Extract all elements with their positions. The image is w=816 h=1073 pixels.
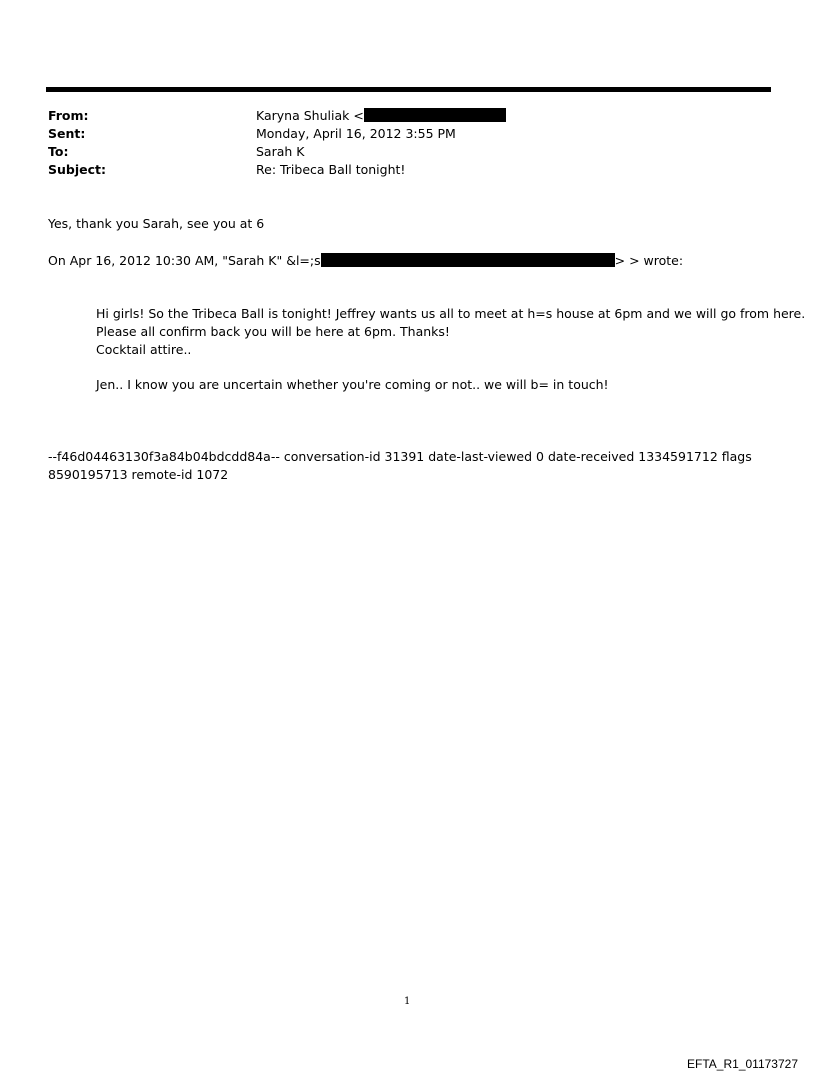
quoted-line: Cocktail attire.. [96,342,192,357]
metadata-line: --f46d04463130f3a84b04bdcdd84a-- conversation-id 31391 date-last-viewed 0 date-received 1334591712 flags [48,449,752,464]
quoted-line: Jen.. I know you are uncertain whether you're coming or not.. we will b= in touch! [96,377,609,392]
from-value [256,107,506,125]
quoted-line: Hi girls! So the Tribeca Ball is tonight! Jeffrey wants us all to meet at h=s house at 6pm and we will go from here. [96,306,806,321]
subject-value: Re: Tribeca Ball tonight! [256,162,406,177]
from-label: From: [48,108,89,123]
page-number: 1 [404,996,411,1007]
bates-number: EFTA_R1_01173727 [687,1057,798,1071]
quote-intro-start: On Apr 16, 2012 10:30 AM, "Sarah K" &l=;s [48,253,321,268]
redaction-box [321,253,615,267]
quoted-line: Please all confirm back you will be here at 6pm. Thanks! [96,324,450,339]
to-value: Sarah K [256,144,305,159]
metadata-line: 8590195713 remote-id 1072 [48,467,229,482]
sent-label: Sent: [48,126,86,141]
header-rule [46,87,771,92]
from-name: Karyna Shuliak < [256,108,364,123]
redaction-box [364,108,506,122]
quote-intro [48,252,683,270]
subject-label: Subject: [48,162,106,177]
to-label: To: [48,144,69,159]
quote-intro-end: > > wrote: [614,253,684,268]
sent-value: Monday, April 16, 2012 3:55 PM [256,126,456,141]
reply-text: Yes, thank you Sarah, see you at 6 [48,216,265,231]
